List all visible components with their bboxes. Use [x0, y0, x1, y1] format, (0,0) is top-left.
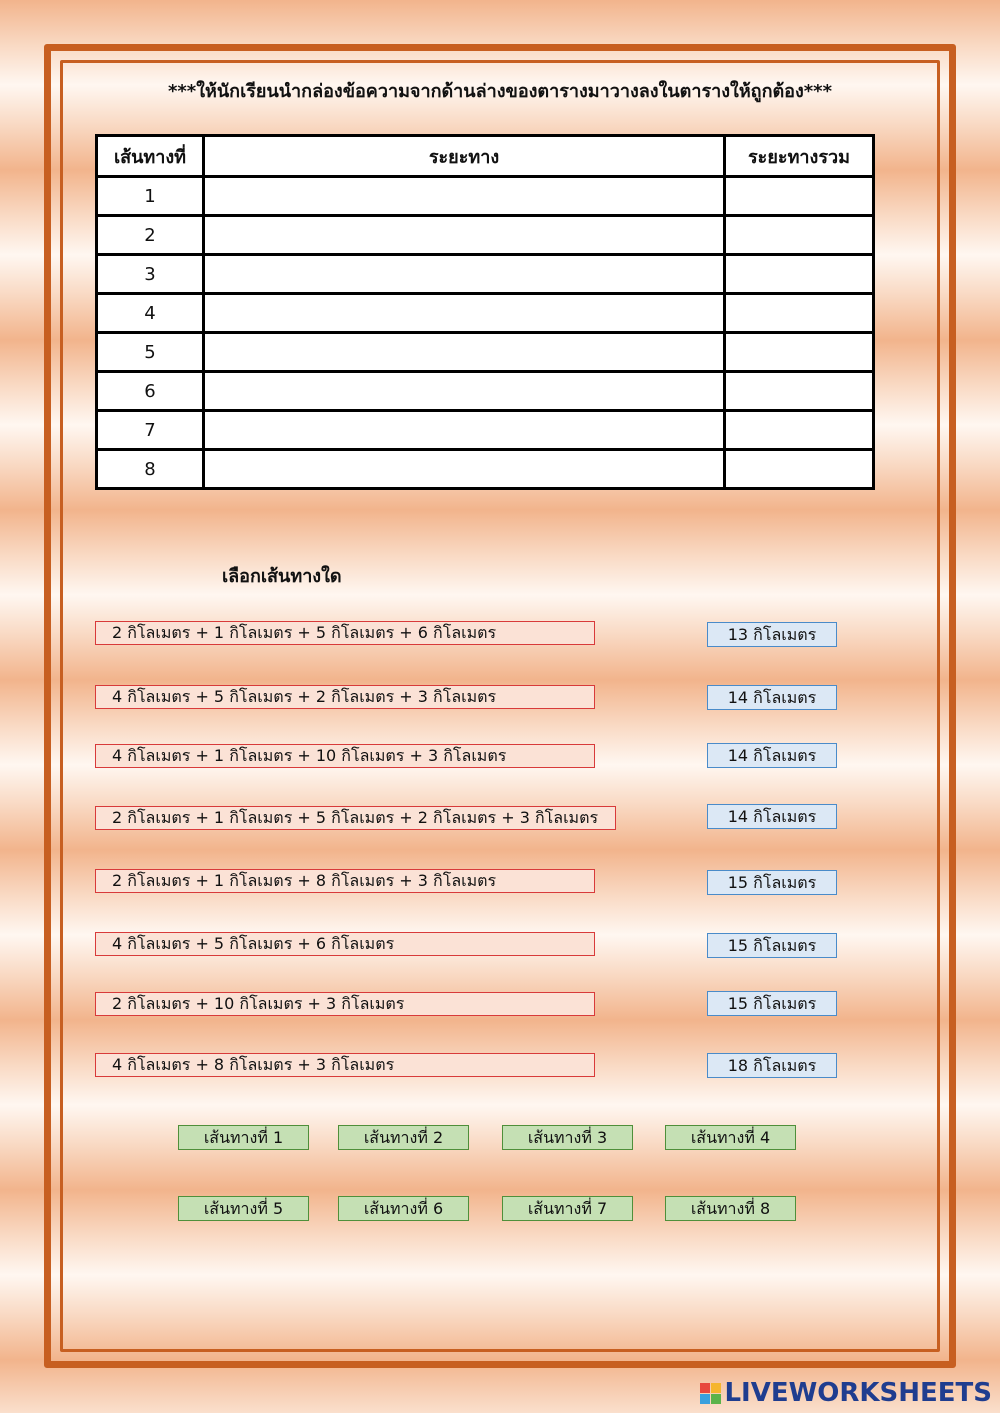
table-row	[97, 450, 874, 489]
total-card-8[interactable]: 18 กิโลเมตร	[707, 1053, 837, 1078]
distance-card-4[interactable]: 2 กิโลเมตร + 1 กิโลเมตร + 5 กิโลเมตร + 2 กิโลเมตร + 3 กิโลเมตร	[95, 806, 616, 830]
distance-card-7[interactable]: 2 กิโลเมตร + 10 กิโลเมตร + 3 กิโลเมตร	[95, 992, 595, 1016]
distance-card-2[interactable]: 4 กิโลเมตร + 5 กิโลเมตร + 2 กิโลเมตร + 3 กิโลเมตร	[95, 685, 595, 709]
total-card-6[interactable]: 15 กิโลเมตร	[707, 933, 837, 958]
total-drop-zone[interactable]	[725, 411, 874, 450]
distance-drop-zone[interactable]	[204, 177, 725, 216]
distance-card-5[interactable]: 2 กิโลเมตร + 1 กิโลเมตร + 8 กิโลเมตร + 3 กิโลเมตร	[95, 869, 595, 893]
total-drop-zone[interactable]	[725, 294, 874, 333]
row-number: 6	[97, 372, 204, 411]
table-row	[97, 294, 874, 333]
distance-drop-zone[interactable]	[204, 255, 725, 294]
total-card-7[interactable]: 15 กิโลเมตร	[707, 991, 837, 1016]
route-card-1[interactable]: เส้นทางที่ 1	[178, 1125, 309, 1150]
total-drop-zone[interactable]	[725, 255, 874, 294]
route-card-5[interactable]: เส้นทางที่ 5	[178, 1196, 309, 1221]
distance-drop-zone[interactable]	[204, 333, 725, 372]
total-card-4[interactable]: 14 กิโลเมตร	[707, 804, 837, 829]
distance-card-8[interactable]: 4 กิโลเมตร + 8 กิโลเมตร + 3 กิโลเมตร	[95, 1053, 595, 1077]
table-row	[97, 372, 874, 411]
total-drop-zone[interactable]	[725, 372, 874, 411]
instruction-text: ***ให้นักเรียนนำกล่องข้อความจากด้านล่างของตารางมาวางลงในตารางให้ถูกต้อง***	[167, 81, 833, 102]
table-header-row	[97, 136, 874, 177]
distance-drop-zone[interactable]	[204, 411, 725, 450]
total-drop-zone[interactable]	[725, 333, 874, 372]
route-card-6[interactable]: เส้นทางที่ 6	[338, 1196, 469, 1221]
total-card-1[interactable]: 13 กิโลเมตร	[707, 622, 837, 647]
row-number: 5	[97, 333, 204, 372]
header-total: ระยะทางรวม	[725, 136, 874, 177]
route-card-7[interactable]: เส้นทางที่ 7	[502, 1196, 633, 1221]
distance-card-6[interactable]: 4 กิโลเมตร + 5 กิโลเมตร + 6 กิโลเมตร	[95, 932, 595, 956]
distance-drop-zone[interactable]	[204, 372, 725, 411]
route-card-2[interactable]: เส้นทางที่ 2	[338, 1125, 469, 1150]
liveworksheets-logo	[700, 1378, 992, 1408]
table-row	[97, 411, 874, 450]
liveworksheets-logo-icon	[700, 1383, 721, 1404]
logo-text: LIVEWORKSHEETS	[724, 1378, 992, 1408]
route-card-4[interactable]: เส้นทางที่ 4	[665, 1125, 796, 1150]
table-row	[97, 255, 874, 294]
total-drop-zone[interactable]	[725, 216, 874, 255]
total-card-2[interactable]: 14 กิโลเมตร	[707, 685, 837, 710]
total-card-3[interactable]: 14 กิโลเมตร	[707, 743, 837, 768]
row-number: 7	[97, 411, 204, 450]
total-drop-zone[interactable]	[725, 450, 874, 489]
distance-card-1[interactable]: 2 กิโลเมตร + 1 กิโลเมตร + 5 กิโลเมตร + 6 กิโลเมตร	[95, 621, 595, 645]
row-number: 3	[97, 255, 204, 294]
row-number: 2	[97, 216, 204, 255]
row-number: 4	[97, 294, 204, 333]
table-row	[97, 333, 874, 372]
distance-drop-zone[interactable]	[204, 450, 725, 489]
answer-table	[95, 134, 875, 490]
row-number: 8	[97, 450, 204, 489]
header-distance: ระยะทาง	[204, 136, 725, 177]
table-row	[97, 177, 874, 216]
route-card-8[interactable]: เส้นทางที่ 8	[665, 1196, 796, 1221]
distance-drop-zone[interactable]	[204, 294, 725, 333]
header-route: เส้นทางที่	[97, 136, 204, 177]
total-drop-zone[interactable]	[725, 177, 874, 216]
total-card-5[interactable]: 15 กิโลเมตร	[707, 870, 837, 895]
distance-card-3[interactable]: 4 กิโลเมตร + 1 กิโลเมตร + 10 กิโลเมตร + 3 กิโลเมตร	[95, 744, 595, 768]
table-row	[97, 216, 874, 255]
choose-route-title: เลือกเส้นทางใด	[222, 566, 342, 587]
route-card-3[interactable]: เส้นทางที่ 3	[502, 1125, 633, 1150]
distance-drop-zone[interactable]	[204, 216, 725, 255]
row-number: 1	[97, 177, 204, 216]
